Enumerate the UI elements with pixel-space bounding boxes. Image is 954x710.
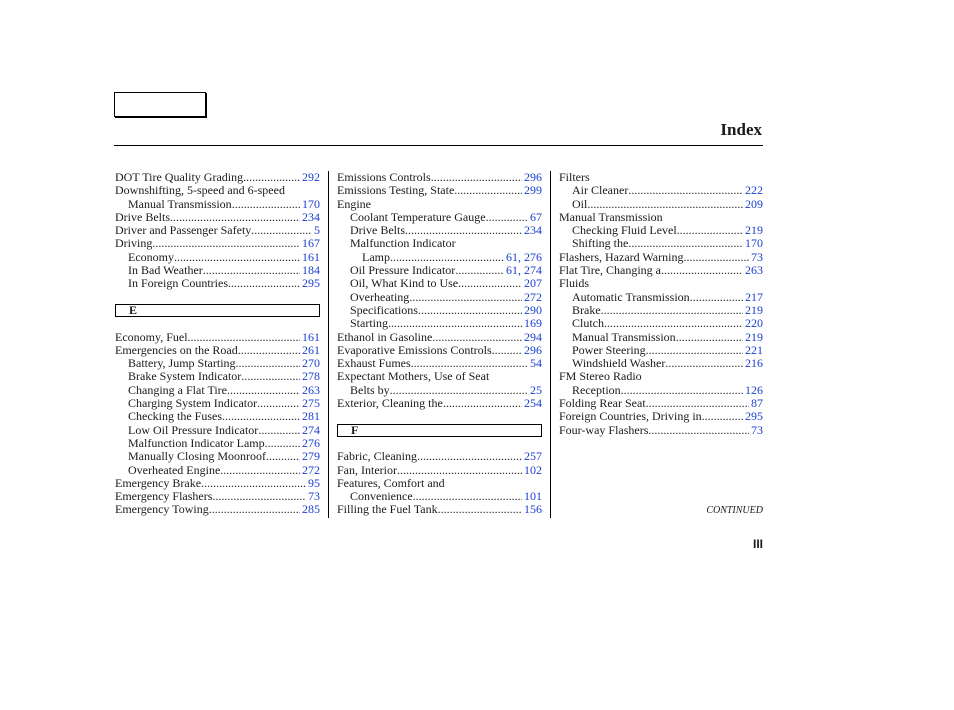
entry-label: Filters (559, 170, 590, 184)
column-divider-1 (328, 171, 329, 518)
page-reference-link[interactable]: 221 (745, 342, 763, 357)
entry-label: Emergency Brake (115, 475, 202, 490)
spacer (337, 410, 542, 423)
index-entry[interactable] (115, 437, 320, 450)
page-reference-link[interactable]: 276 (302, 435, 320, 450)
page-reference-link[interactable]: 254 (524, 396, 542, 411)
entry-label: Overheating (350, 289, 410, 304)
leader-dots (243, 171, 300, 184)
page-reference-link[interactable]: 161 (302, 249, 320, 264)
index-entry[interactable] (115, 264, 320, 277)
entry-label: Checking the Fuses (128, 409, 222, 424)
leader-dots (454, 184, 522, 197)
leader-dots (676, 331, 743, 344)
spacer (115, 317, 320, 330)
page-reference-link[interactable]: 207 (524, 276, 542, 291)
leader-dots (601, 304, 743, 317)
leader-dots (209, 503, 300, 516)
page-reference-link[interactable]: 261 (302, 342, 320, 357)
page-reference-link[interactable]: 294 (524, 329, 542, 344)
page-reference-link[interactable]: 272 (524, 289, 542, 304)
leader-dots (665, 357, 743, 370)
leader-dots (212, 490, 306, 503)
leader-dots (621, 384, 743, 397)
entry-label: Flashers, Hazard Warning (559, 249, 684, 264)
index-entry[interactable] (115, 384, 320, 397)
index-column-1 (115, 171, 320, 517)
leader-dots (222, 410, 300, 423)
page-reference-link[interactable]: 101 (524, 489, 542, 504)
leader-dots (188, 331, 300, 344)
index-entry[interactable] (559, 357, 763, 370)
entry-label: In Foreign Countries (128, 276, 228, 291)
entry-label: Belts by (350, 382, 390, 397)
page-reference-link[interactable]: 156 (524, 502, 542, 517)
entry-label: Checking Fluid Level (572, 223, 677, 238)
section-letter: E (115, 304, 320, 317)
entry-label: Foreign Countries, Driving in (559, 409, 702, 424)
leader-dots (232, 198, 300, 211)
index-entry[interactable] (559, 251, 763, 264)
leader-dots (388, 317, 522, 330)
entry-label: Driver and Passenger Safety (115, 223, 252, 238)
leader-dots (390, 384, 528, 397)
leader-dots (458, 277, 522, 290)
page-reference-link[interactable]: 234 (302, 209, 320, 224)
entry-label: Oil (572, 196, 588, 211)
index-entry[interactable] (337, 211, 542, 224)
entry-label: Economy, Fuel (115, 329, 188, 344)
page-reference-link[interactable]: 281 (302, 409, 320, 424)
index-entry (337, 477, 542, 490)
index-entry[interactable] (115, 251, 320, 264)
index-entry[interactable] (559, 397, 763, 410)
leader-dots (409, 291, 522, 304)
entry-label: Specifications (350, 302, 418, 317)
entry-label: Flat Tire, Changing a (559, 263, 662, 278)
entry-label: Manual Transmission (572, 329, 676, 344)
index-entry (337, 198, 542, 211)
index-entry[interactable] (115, 477, 320, 490)
leader-dots (405, 224, 522, 237)
page-reference-link[interactable]: 292 (302, 170, 320, 184)
entry-label: Driving (115, 236, 153, 251)
entry-label: Economy (128, 249, 174, 264)
page-reference-link[interactable]: 217 (745, 289, 763, 304)
entry-label: Malfunction Indicator (350, 236, 456, 251)
page-reference-link[interactable]: 272 (302, 462, 320, 477)
page-reference-link[interactable]: 296 (524, 342, 542, 357)
leader-dots (174, 251, 300, 264)
index-entry[interactable] (337, 384, 542, 397)
leader-dots (251, 224, 312, 237)
leader-dots (152, 237, 300, 250)
index-entry[interactable] (115, 357, 320, 370)
page-reference-link[interactable]: 274 (302, 422, 320, 437)
entry-label: Brake (572, 302, 601, 317)
index-entry[interactable] (115, 171, 320, 184)
page-reference-link[interactable]: 161 (302, 329, 320, 344)
leader-dots (661, 264, 743, 277)
page-reference-link[interactable]: 216 (745, 356, 763, 371)
page-reference-link[interactable]: 278 (302, 369, 320, 384)
page-reference-link[interactable]: 279 (302, 449, 320, 464)
leader-dots (677, 224, 743, 237)
entry-label: Features, Comfort and (337, 475, 445, 490)
entry-label: Oil, What Kind to Use (350, 276, 459, 291)
index-entry[interactable] (337, 317, 542, 330)
index-entry[interactable] (559, 424, 763, 437)
header-rule (114, 145, 763, 146)
index-entry[interactable] (115, 490, 320, 503)
index-entry[interactable] (115, 211, 320, 224)
spacer (115, 291, 320, 304)
page-reference-link[interactable]: 67 (530, 209, 542, 224)
entry-label: Shifting the (572, 236, 629, 251)
index-entry[interactable] (337, 331, 542, 344)
page-reference-link[interactable]: 295 (302, 276, 320, 291)
leader-dots (438, 503, 522, 516)
index-entry[interactable] (337, 291, 542, 304)
section-letter-header (337, 424, 542, 437)
leader-dots (683, 251, 749, 264)
entry-label: Convenience (350, 489, 413, 504)
leader-dots (257, 397, 300, 410)
index-entry[interactable] (115, 277, 320, 290)
entry-label: Malfunction Indicator Lamp (128, 435, 265, 450)
leader-dots (203, 264, 300, 277)
leader-dots (587, 198, 743, 211)
index-entry[interactable] (337, 450, 542, 463)
leader-dots (702, 410, 743, 423)
entry-label: Drive Belts (350, 223, 405, 238)
index-entry (337, 237, 542, 250)
index-entry[interactable] (559, 317, 763, 330)
page-reference-link[interactable]: 222 (745, 183, 763, 198)
index-entry[interactable] (337, 251, 542, 264)
index-entry[interactable] (559, 224, 763, 237)
entry-label: Emissions Controls (337, 170, 431, 184)
page-reference-link[interactable]: 219 (745, 329, 763, 344)
entry-label: Manual Transmission (559, 209, 663, 224)
index-entry[interactable] (559, 198, 763, 211)
leader-dots (201, 477, 306, 490)
entry-label: Clutch (572, 316, 604, 331)
entry-label: Downshifting, 5-speed and 6-speed (115, 183, 285, 198)
index-entry[interactable] (115, 503, 320, 516)
index-entry (559, 370, 763, 383)
index-entry[interactable] (337, 264, 542, 277)
page-reference-link[interactable]: 220 (745, 316, 763, 331)
index-entry (559, 171, 763, 184)
leader-dots (411, 357, 528, 370)
leader-dots (646, 397, 749, 410)
page-reference-link[interactable]: 270 (302, 356, 320, 371)
leader-dots (646, 344, 743, 357)
page-reference-link[interactable]: 25 (530, 382, 542, 397)
leader-dots (690, 291, 743, 304)
page-reference-link[interactable]: 263 (745, 263, 763, 278)
page-reference-link[interactable]: 61, 276 (506, 249, 542, 264)
entry-label: Ethanol in Gasoline (337, 329, 433, 344)
entry-label: In Bad Weather (128, 263, 203, 278)
index-entry[interactable] (559, 237, 763, 250)
entry-label: Windshield Washer (572, 356, 666, 371)
entry-label: Automatic Transmission (572, 289, 690, 304)
index-entry (559, 211, 763, 224)
entry-label: FM Stereo Radio (559, 369, 642, 384)
page-reference-link[interactable]: 73 (308, 489, 320, 504)
entry-label: Charging System Indicator (128, 396, 258, 411)
page-reference-link[interactable]: 167 (302, 236, 320, 251)
entry-label: Manual Transmission (128, 196, 232, 211)
entry-label: Oil Pressure Indicator (350, 263, 456, 278)
entry-label: Air Cleaner (572, 183, 629, 198)
index-entry[interactable] (115, 464, 320, 477)
entry-label: Exhaust Fumes (337, 356, 411, 371)
page-reference-link[interactable]: 61, 274 (506, 263, 542, 278)
leader-dots (241, 370, 300, 383)
index-entry[interactable] (337, 304, 542, 317)
entry-label: Overheated Engine (128, 462, 221, 477)
entry-label: Brake System Indicator (128, 369, 242, 384)
page-reference-link[interactable]: 5 (314, 223, 320, 238)
entry-label: Expectant Mothers, Use of Seat (337, 369, 490, 384)
page-reference-link[interactable]: 126 (745, 382, 763, 397)
column-divider-2 (550, 171, 551, 518)
page-reference-link[interactable]: 263 (302, 382, 320, 397)
page-reference-link[interactable]: 299 (524, 183, 542, 198)
entry-label: Four-way Flashers (559, 422, 649, 437)
entry-label: Drive Belts (115, 209, 170, 224)
entry-label: Folding Rear Seat (559, 396, 646, 411)
index-entry[interactable] (337, 464, 542, 477)
page-reference-link[interactable]: 209 (745, 196, 763, 211)
leader-dots (492, 344, 522, 357)
index-entry[interactable] (559, 291, 763, 304)
index-entry (115, 184, 320, 197)
page-reference-link[interactable]: 54 (530, 356, 542, 371)
entry-label: Fan, Interior (337, 462, 397, 477)
leader-dots (227, 384, 300, 397)
index-entry[interactable] (337, 277, 542, 290)
page-reference-link[interactable]: 219 (745, 302, 763, 317)
index-entry[interactable] (559, 331, 763, 344)
page-reference-link[interactable]: 87 (751, 396, 763, 411)
page-reference-link[interactable]: 170 (745, 236, 763, 251)
leader-dots (390, 251, 504, 264)
leader-dots (236, 357, 300, 370)
index-entry[interactable] (115, 410, 320, 423)
entry-label: Lamp (362, 249, 390, 264)
index-entry[interactable] (559, 304, 763, 317)
page-reference-link[interactable]: 290 (524, 302, 542, 317)
page-number: III (752, 537, 763, 551)
leader-dots (258, 424, 300, 437)
entry-label: Fabric, Cleaning (337, 449, 417, 464)
index-entry[interactable] (337, 357, 542, 370)
entry-label: Exterior, Cleaning the (337, 396, 443, 411)
index-entry[interactable] (559, 184, 763, 197)
page-reference-link[interactable]: 73 (751, 249, 763, 264)
entry-label: Emergency Towing (115, 502, 209, 517)
index-entry[interactable] (115, 198, 320, 211)
page-title: Index (720, 120, 762, 139)
entry-label: Starting (350, 316, 388, 331)
index-column-2 (337, 171, 542, 517)
leader-dots (628, 184, 743, 197)
leader-dots (413, 490, 522, 503)
leader-dots (628, 237, 743, 250)
index-entry[interactable] (337, 171, 542, 184)
index-entry[interactable] (337, 344, 542, 357)
leader-dots (443, 397, 522, 410)
page-reference-link[interactable]: 169 (524, 316, 542, 331)
index-entry[interactable] (337, 184, 542, 197)
index-entry[interactable] (115, 331, 320, 344)
index-entry[interactable] (115, 344, 320, 357)
entry-label: Evaporative Emissions Controls (337, 342, 492, 357)
entry-label: Emergencies on the Road (115, 342, 238, 357)
leader-dots (418, 304, 522, 317)
entry-label: Power Steering (572, 342, 646, 357)
section-letter-header (115, 304, 320, 317)
leader-dots (265, 437, 300, 450)
leader-dots (486, 211, 528, 224)
page-reference-link[interactable]: 234 (524, 223, 542, 238)
leader-dots (432, 331, 522, 344)
page-reference-link[interactable]: 275 (302, 396, 320, 411)
index-entry[interactable] (337, 397, 542, 410)
index-entry (559, 277, 763, 290)
leader-dots (238, 344, 300, 357)
entry-label: Engine (337, 196, 371, 211)
leader-dots (220, 464, 300, 477)
page-reference-link[interactable]: 102 (524, 462, 542, 477)
leader-dots (228, 277, 300, 290)
page-reference-link[interactable]: 95 (308, 475, 320, 490)
page-reference-link[interactable]: 184 (302, 263, 320, 278)
entry-label: Battery, Jump Starting (128, 356, 236, 371)
index-column-3 (559, 171, 763, 437)
entry-label: DOT Tire Quality Grading (115, 170, 244, 184)
leader-dots (431, 171, 522, 184)
section-letter: F (337, 424, 542, 437)
leader-dots (604, 317, 743, 330)
entry-label: Fluids (559, 276, 590, 291)
index-entry[interactable] (115, 224, 320, 237)
index-entry[interactable] (337, 490, 542, 503)
continued-label: CONTINUED (706, 505, 763, 516)
page-reference-link[interactable]: 257 (524, 449, 542, 464)
index-entry[interactable] (115, 370, 320, 383)
entry-label: Coolant Temperature Gauge (350, 209, 486, 224)
entry-label: Emissions Testing, State (337, 183, 455, 198)
index-entry[interactable] (115, 450, 320, 463)
index-entry[interactable] (559, 384, 763, 397)
entry-label: Filling the Fuel Tank (337, 502, 438, 517)
entry-label: Manually Closing Moonroof (128, 449, 266, 464)
entry-label: Low Oil Pressure Indicator (128, 422, 259, 437)
leader-dots (455, 264, 504, 277)
page-reference-link[interactable]: 296 (524, 170, 542, 184)
page-reference-link[interactable]: 73 (751, 422, 763, 437)
leader-dots (266, 450, 300, 463)
index-entry[interactable] (115, 237, 320, 250)
entry-label: Reception (572, 382, 621, 397)
index-entry (337, 370, 542, 383)
index-entry[interactable] (559, 410, 763, 423)
entry-label: Changing a Flat Tire (128, 382, 228, 397)
index-entry[interactable] (115, 397, 320, 410)
index-entry[interactable] (337, 503, 542, 516)
page-reference-link[interactable]: 219 (745, 223, 763, 238)
leader-dots (170, 211, 300, 224)
leader-dots (397, 464, 522, 477)
leader-dots (648, 424, 749, 437)
page-reference-link[interactable]: 285 (302, 502, 320, 517)
spacer (337, 437, 542, 450)
entry-label: Emergency Flashers (115, 489, 213, 504)
index-entry[interactable] (115, 424, 320, 437)
page-reference-link[interactable]: 295 (745, 409, 763, 424)
section-tab-box (114, 92, 206, 117)
page-reference-link[interactable]: 170 (302, 196, 320, 211)
index-entry[interactable] (337, 224, 542, 237)
index-entry[interactable] (559, 264, 763, 277)
leader-dots (417, 450, 522, 463)
index-entry[interactable] (559, 344, 763, 357)
